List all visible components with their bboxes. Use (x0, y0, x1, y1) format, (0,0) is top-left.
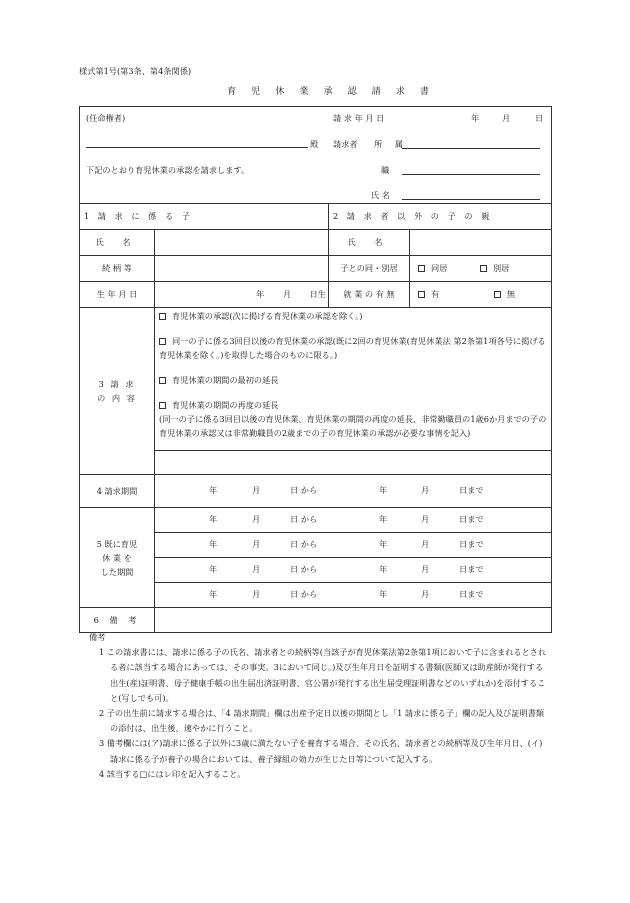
position-label: 職 (381, 165, 390, 175)
position-field[interactable] (402, 164, 540, 175)
affiliation-field[interactable] (402, 138, 540, 149)
past-period-row-1[interactable]: 年 月 日 から 年 月 日まで (155, 508, 552, 533)
form-number: 様式第1号(第3条、第4条関係) (79, 66, 192, 76)
parent-name-label: 氏 名 (329, 230, 410, 256)
appointer-name-line[interactable] (86, 137, 308, 148)
employment-no-label: 無 (506, 289, 516, 299)
section3-label: 3 請 求 の 内 容 (80, 308, 155, 475)
opt4-note: (同一の子に係る3回目以後の育児休業、育児休業の期間の再度の延長、非常勤職員の1歳6か月までの子の育児休業の承認又は非常勤職員の2歳までの子の育児休業の承認が必要な事情を記入) (159, 414, 547, 438)
child-name-field[interactable] (155, 230, 329, 256)
name-label: 氏 名 (371, 190, 390, 200)
notes-title: 備考 (89, 632, 106, 642)
requester-label: 請求者 (333, 139, 358, 149)
cohabit-separate-label: 別居 (493, 263, 510, 273)
date-day-unit: 日 (535, 113, 544, 123)
opt3-checkbox[interactable] (159, 377, 166, 384)
affiliation-label: 所 属 (374, 139, 408, 149)
section4-label: 4 請求期間 (80, 475, 155, 508)
note-item: 3 備考欄には(ア)請求に係る子以外に3歳に満たない子を養育する場合、その氏名、請求者との続柄等及び生年月日、(イ)請求に係る子が養子の場合においては、養子縁組の効力が生じた日等について記入する。 (99, 738, 543, 764)
employment-label: 就 業 の 有 無 (329, 282, 410, 308)
opt1-checkbox[interactable] (159, 313, 166, 320)
opt2-row: 同一の子に係る3回目以後の育児休業の承認(既に2回の育児休業(育児休業法 第2条第1項各号に掲げる育児休業を除く。)を取得した場合のものに限る。) (159, 336, 546, 360)
section2-title: 2 請 求 者 以 外 の 子 の 親 (329, 204, 552, 230)
past-period-row-4[interactable]: 年 月 日 から 年 月 日まで (155, 583, 552, 608)
cohabit-same-label: 同居 (431, 263, 448, 273)
birth-field[interactable]: 年 月 日生 (155, 282, 329, 308)
opt4-checkbox[interactable] (159, 402, 166, 409)
name-field[interactable] (402, 189, 540, 200)
employment-options (410, 282, 552, 308)
dono-label: 殿 (310, 139, 319, 149)
cohabit-options (410, 256, 552, 282)
birth-label: 生 年 月 日 (80, 282, 155, 308)
note-item: 1 この請求書には、請求に係る子の氏名、請求者との続柄等(当該子が育児休業法第2条第1項において子に含まれるとされる者に該当する場合にあっては、その事実。3において同じ。)及び生年月日を証明する書類(医師又は助産師が発行する出生(産)証明書、母子健康手帳の出生届出済証明書、官公署が発行する出生届受理証明書などのいずれか)を添付すること(写しでも可)。 (99, 647, 547, 703)
cohabit-same-checkbox[interactable] (418, 265, 425, 272)
child-name-label: 氏 名 (80, 230, 155, 256)
employment-yes-label: 有 (431, 289, 440, 299)
past-period-row-2[interactable]: 年 月 日 から 年 月 日まで (155, 533, 552, 558)
section6-label: 6 備 考 (80, 608, 155, 633)
opt2-checkbox[interactable] (159, 338, 166, 345)
past-period-row-3[interactable]: 年 月 日 から 年 月 日まで (155, 558, 552, 583)
section1-title: 1 請 求 に 係 る 子 (80, 204, 329, 230)
request-date-label: 請 求 年 月 日 (333, 113, 385, 123)
request-form-table (79, 106, 552, 633)
form-title: 育 児 休 業 承 認 請 求 書 (227, 86, 436, 97)
parent-name-field[interactable] (410, 230, 552, 256)
header-block (80, 107, 551, 203)
section3-options (155, 308, 552, 451)
employment-no-checkbox[interactable] (494, 291, 501, 298)
relation-label: 続 柄 等 (80, 256, 155, 282)
date-month-unit: 月 (502, 113, 511, 123)
date-year-unit: 年 (471, 113, 480, 123)
opt4-row: 育児休業の期間の再度の延長 (159, 398, 547, 412)
employment-yes-checkbox[interactable] (418, 291, 425, 298)
section5-label: 5 既に育児 休 業 を した期間 (80, 508, 155, 608)
notes-section (89, 630, 549, 782)
opt1-row: 育児休業の承認(次に掲げる育児休業の承認を除く。) (159, 309, 547, 323)
cohabit-label: 子との同・別居 (329, 256, 410, 282)
relation-field[interactable] (155, 256, 329, 282)
note-item: 2 子の出生前に請求する場合は、「4 請求期間」欄は出産予定日以後の期間とし「1 請求に係る子」欄の記入及び証明書類の添付は、出生後、速やかに行うこと。 (99, 708, 545, 734)
note-item: 4 該当する□にはレ印を記入すること。 (99, 768, 246, 779)
appointer-label: (任命権者) (86, 113, 126, 123)
request-statement: 下記のとおり育児休業の承認を請求します。 (86, 165, 250, 175)
request-period-row[interactable]: 年 月 日 から 年 月 日まで (155, 475, 552, 508)
opt3-row: 育児休業の期間の最初の延長 (159, 373, 547, 387)
remarks-field[interactable] (155, 608, 552, 633)
section3-reason-field[interactable] (155, 451, 552, 475)
cohabit-separate-checkbox[interactable] (480, 265, 487, 272)
